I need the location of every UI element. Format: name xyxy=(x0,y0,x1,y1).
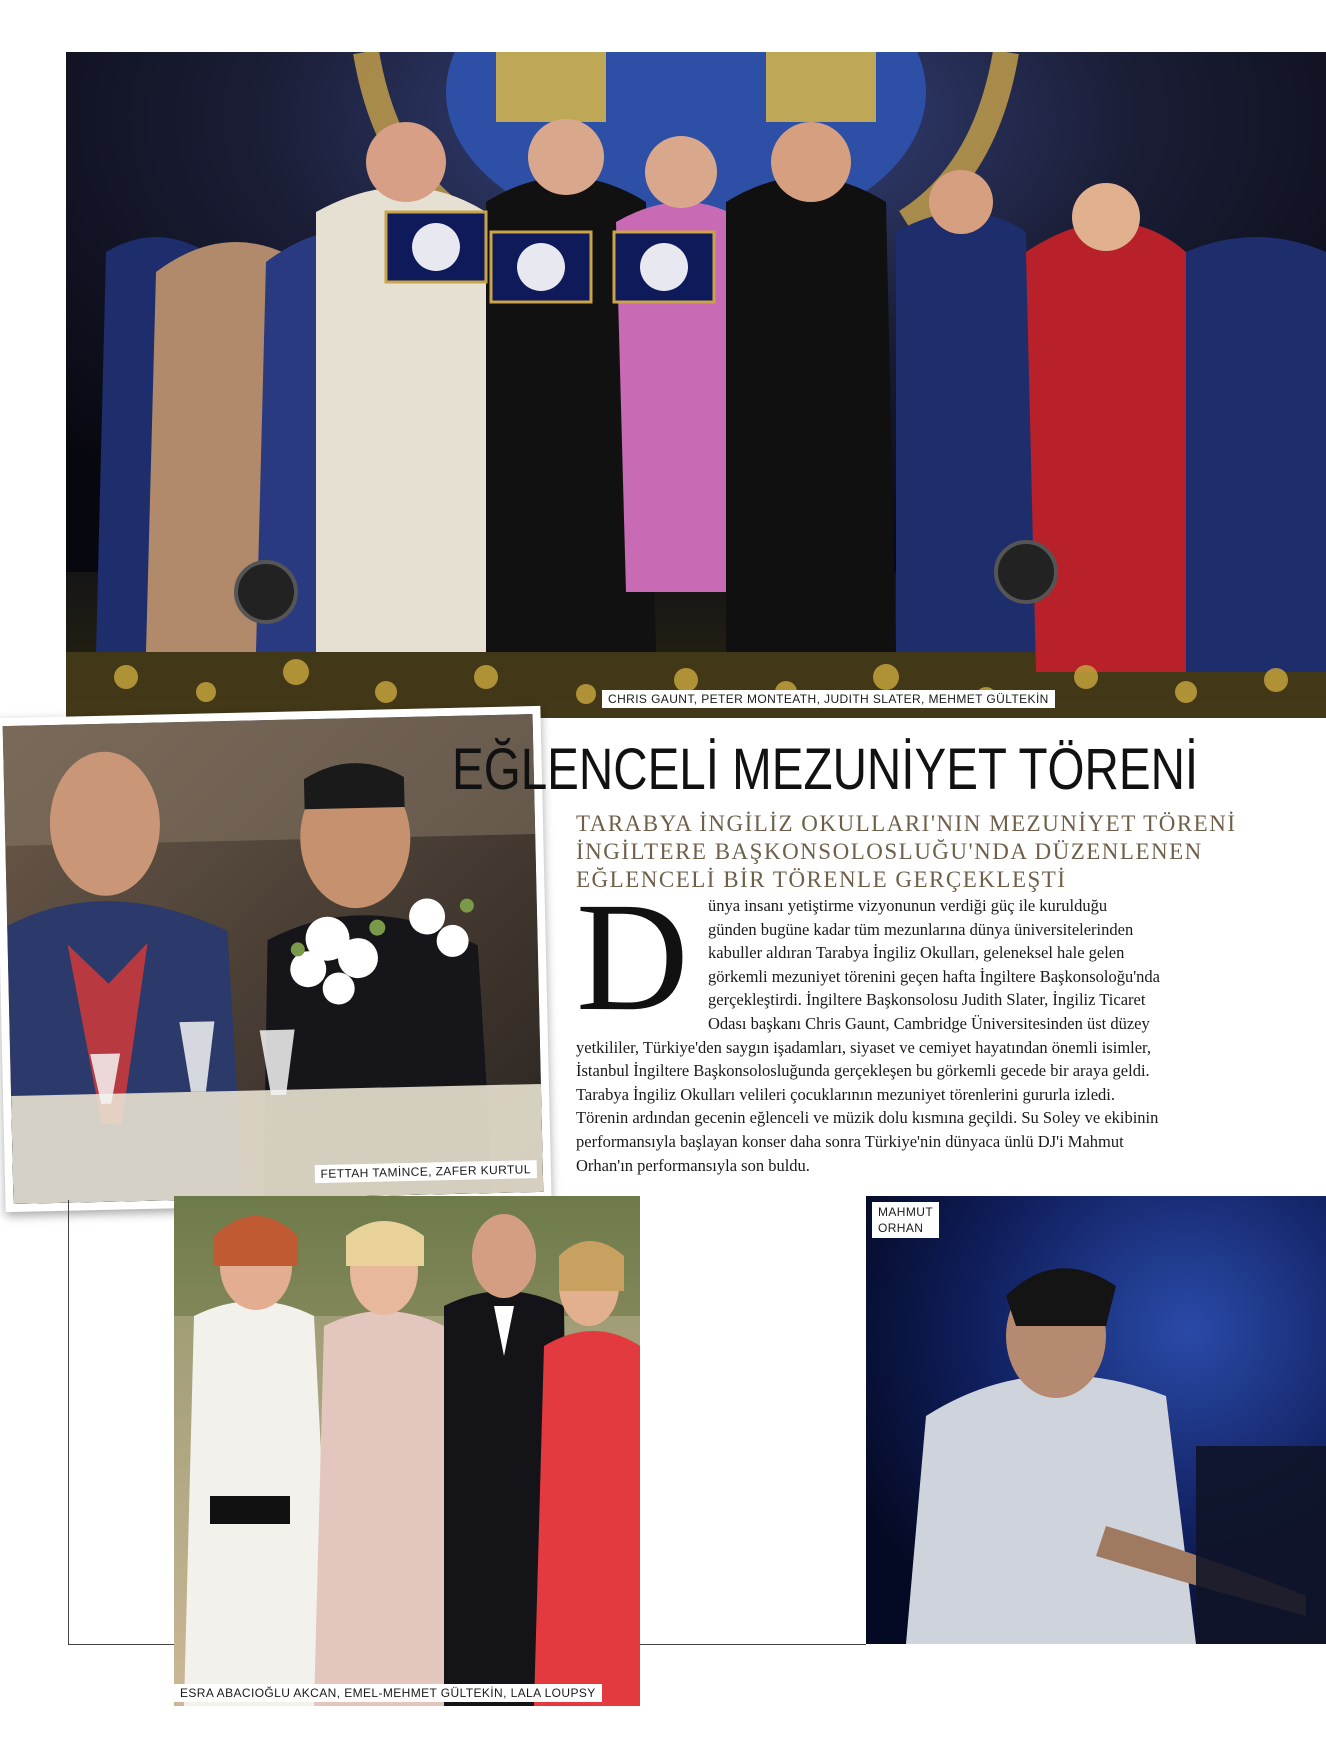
dinner-caption: FETTAH TAMİNCE, ZAFER KURTUL xyxy=(314,1160,537,1183)
body-line: kabuller aldıran Tarabya İngiliz Okulları, geleneksel hale gelen xyxy=(708,943,1125,963)
dj-photo xyxy=(866,1196,1326,1644)
body-line: yetkililer, Türkiye'den saygın işadamları, siyaset ve cemiyet hayatından önemli isimler, xyxy=(576,1037,1152,1057)
subheadline-line: EĞLENCELİ BİR TÖRENLE GERÇEKLEŞTİ xyxy=(576,867,1067,892)
body-line: Törenin ardından gecenin eğlenceli ve müzik dolu kısmına geçildi. Su Soley ve ekibinin xyxy=(576,1108,1159,1128)
body-line: ünya insanı yetiştirme vizyonunun verdiği güç ile kurulduğu xyxy=(708,896,1108,915)
drop-cap: D xyxy=(576,870,689,1043)
dj-caption-line: ORHAN xyxy=(878,1221,924,1235)
guests-caption: ESRA ABACIOĞLU AKCAN, EMEL-MEHMET GÜLTEKİN, LALA LOUPSY xyxy=(174,1684,602,1702)
subheadline-line: İNGİLTERE BAŞKONSOLOSLUĞU'NDA DÜZENLENEN xyxy=(576,839,1203,864)
article-headline: EĞLENCELİ MEZUNİYET TÖRENİ xyxy=(452,737,1199,802)
body-line: Odası başkanı Chris Gaunt, Cambridge Üniversitesinden üst düzey xyxy=(708,1013,1150,1033)
body-line: Orhan'ın performansıyla son buldu. xyxy=(576,1155,810,1175)
frame-divider-vertical xyxy=(68,1200,69,1644)
dj-caption xyxy=(872,1202,939,1238)
body-line: Tarabya İngiliz Okulları velileri çocuklarının mezuniyet törenlerini gururla izledi. xyxy=(576,1084,1116,1104)
body-line: İstanbul İngiltere Başkonsolosluğunda gerçekleşen bu görkemli gecede bir araya geldi. xyxy=(576,1061,1150,1081)
body-line: performansıyla başlayan konser daha sonra Türkiye'nin dünyaca ünlü DJ'i Mahmut xyxy=(576,1131,1124,1151)
ceremony-caption: CHRIS GAUNT, PETER MONTEATH, JUDITH SLATER, MEHMET GÜLTEKİN xyxy=(602,690,1055,708)
guests-photo xyxy=(174,1196,640,1706)
dj-caption-line: MAHMUT xyxy=(878,1205,934,1219)
ceremony-photo xyxy=(66,52,1326,718)
body-line: gerçekleştirdi. İngiltere Başkonsolosu Judith Slater, İngiliz Ticaret xyxy=(708,990,1146,1010)
body-line: günden bugüne kadar tüm mezunlarına dünya üniversitelerinden xyxy=(708,919,1134,939)
body-line: görkemli mezuniyet törenini geçen hafta İngiltere Başkonsoloğu'nda xyxy=(708,966,1161,986)
subheadline-line: TARABYA İNGİLİZ OKULLARI'NIN MEZUNİYET TÖRENİ xyxy=(576,811,1237,836)
